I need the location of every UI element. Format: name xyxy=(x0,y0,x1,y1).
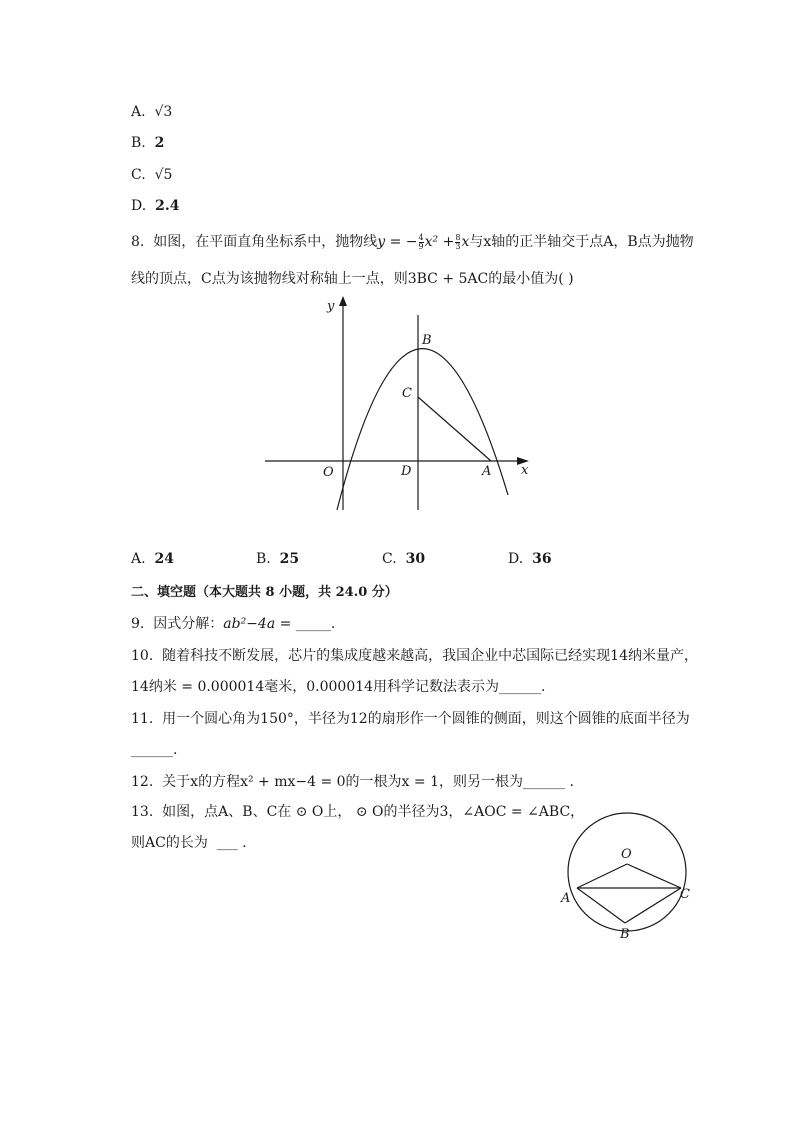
q8-line2: 线的顶点，C点为该抛物线对称轴上一点，则3BC + 5AC的最小值为( ) xyxy=(131,271,574,287)
parabola-curve xyxy=(337,349,508,510)
q10-line1: 10. 随着科技不断发展，芯片的集成度越来越高，我国企业中芯国际已经实现14纳米量产， xyxy=(131,648,698,664)
label-b: B xyxy=(422,333,432,348)
segment-bc xyxy=(625,888,681,923)
q8-option-c: C. 30 xyxy=(382,551,426,567)
segment-ca xyxy=(418,397,491,461)
q13-line2: 则AC的长为 ___ . xyxy=(131,835,247,851)
label-o: O xyxy=(621,847,632,862)
section-title: 二、填空题（本大题共 8 小题，共 24.0 分） xyxy=(131,585,398,600)
q11-line1: 11. 用一个圆心角为150°，半径为12的扇形作一个圆锥的侧面，则这个圆锥的底面半径为 xyxy=(131,711,690,727)
label-a: A xyxy=(561,891,571,906)
label-c: C xyxy=(402,386,412,401)
q8-option-a: A. 24 xyxy=(131,551,174,567)
circle-o xyxy=(568,813,686,931)
segment-oa xyxy=(577,864,627,888)
label-d: D xyxy=(401,464,412,479)
segment-ab xyxy=(577,888,625,923)
label-y: y xyxy=(327,299,335,314)
q8-line1: 8. 如图，在平面直角坐标系中，抛物线y = − $\frac{4}{9}$ x² + $\frac{8}{3}$ x与x轴的正半轴交于点A，B点为抛物 xyxy=(131,232,694,251)
q8-option-b: B. 25 xyxy=(256,551,300,567)
label-a: A xyxy=(482,464,492,479)
q11-line2: ______. xyxy=(131,742,178,758)
label-b: B xyxy=(620,927,630,942)
q8-parabola-figure xyxy=(255,290,545,520)
y-axis-arrow xyxy=(339,296,347,306)
q7-option-c: C. √5 xyxy=(131,167,173,183)
q7-option-d: D. 2.4 xyxy=(131,198,180,214)
q10-line2: 14纳米 = 0.000014毫米，0.000014用科学记数法表示为______. xyxy=(131,679,546,695)
q13-circle-figure xyxy=(555,800,700,945)
segment-oc xyxy=(627,864,681,888)
q7-option-b: B. 2 xyxy=(131,135,165,151)
label-x: x xyxy=(521,463,529,478)
label-o: O xyxy=(323,465,334,480)
q12: 12. 关于x的方程x² + mx−4 = 0的一根为x = 1，则另一根为______ . xyxy=(131,774,574,790)
q8-option-d: D. 36 xyxy=(508,551,552,567)
q9: 9. 因式分解：ab²−4a = _____. xyxy=(131,616,336,632)
label-c: C xyxy=(680,887,690,902)
q7-option-a: A. √3 xyxy=(131,104,173,120)
q13-line1: 13. 如图，点A、B、C在 ⊙ O上， ⊙ O的半径为3，∠AOC = ∠ABC， xyxy=(131,804,585,820)
